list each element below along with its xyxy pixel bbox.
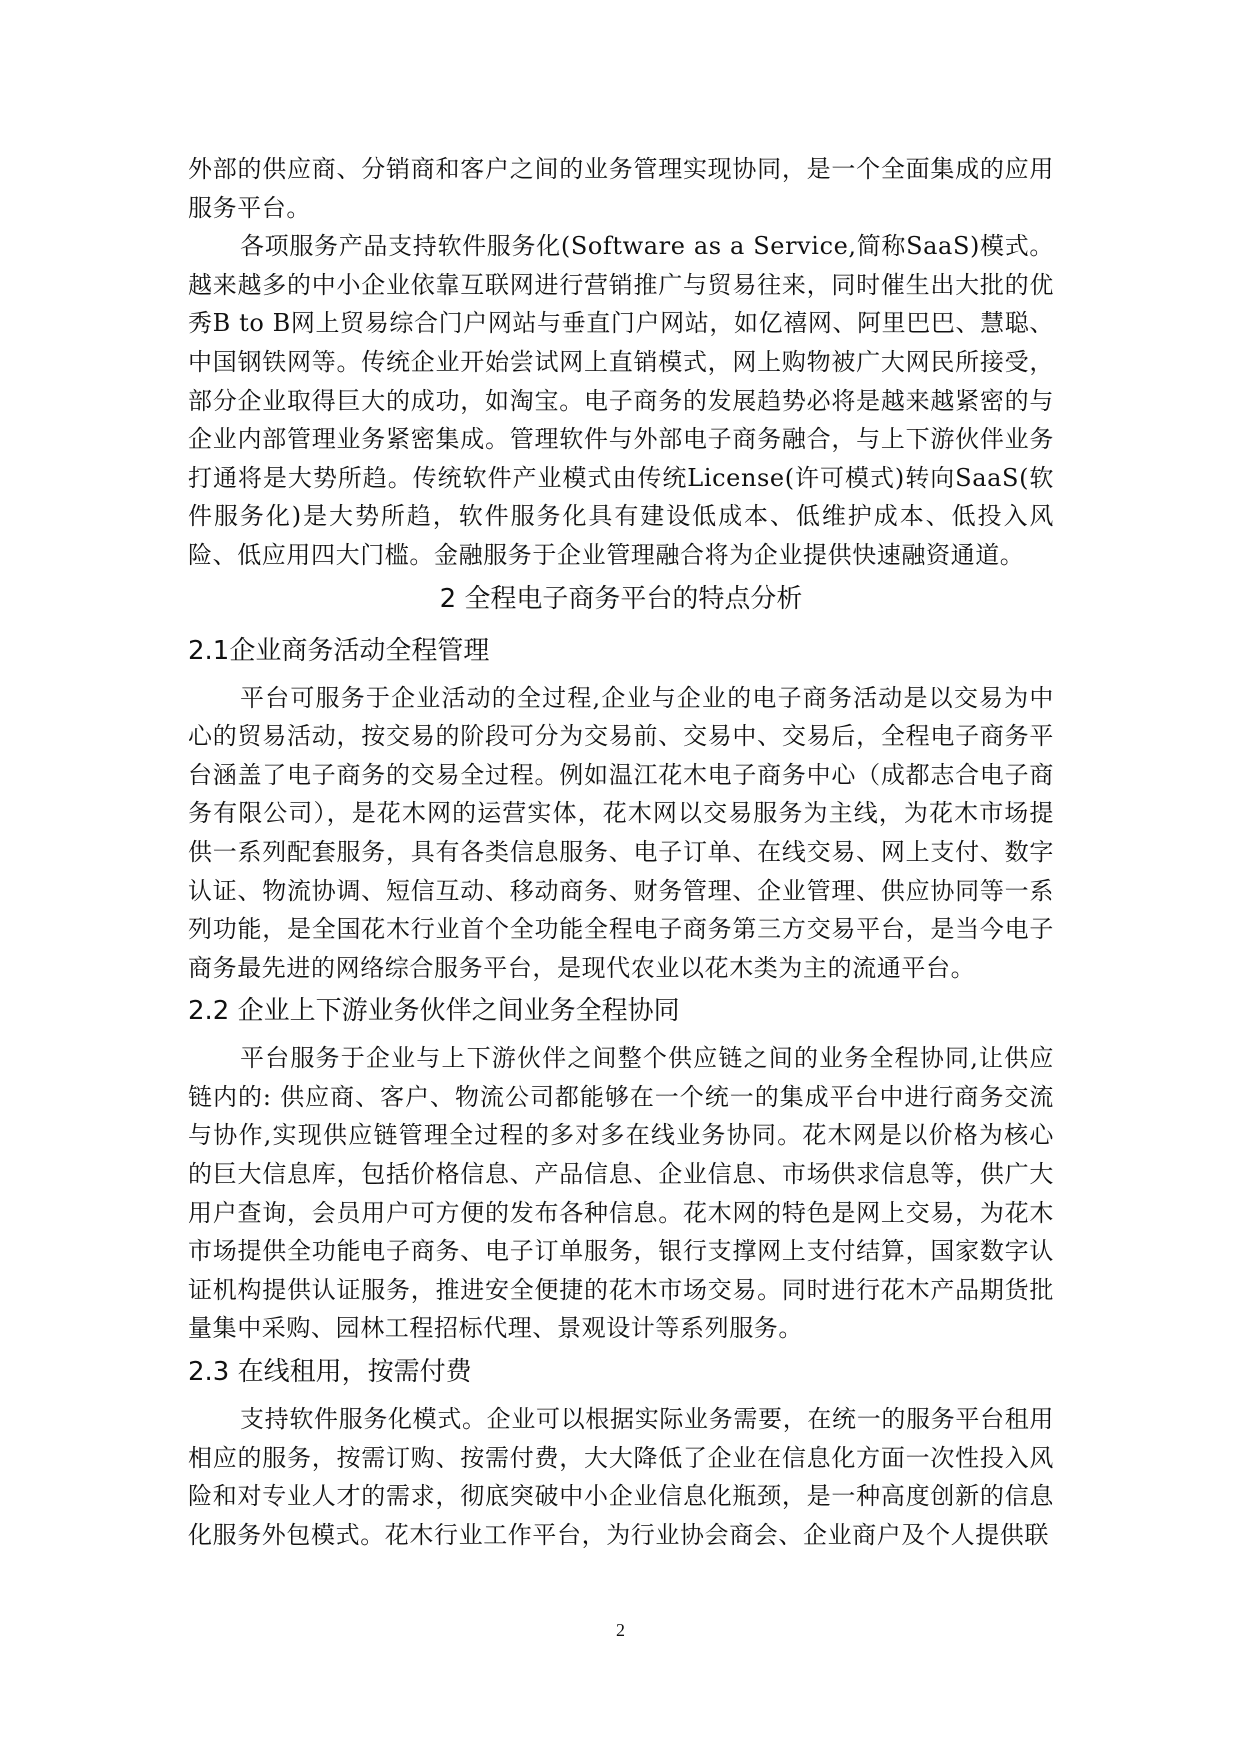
subsection-title-2-1: 2.1企业商务活动全程管理 [188,635,490,666]
subsection-title-2-3: 2.3 在线租用，按需付费 [188,1357,472,1388]
page-number: 2 [616,1620,625,1640]
paragraph-2-1: 平台可服务于企业活动的全过程,企业与企业的电子商务活动是以交易为中心的贸易活动，按交易的阶段可分为交易前、交易中、交易后，全程电子商务平台涵盖了电子商务的交易全过程。例如温江花木电子商务中心（成都志合电子商务有限公司），是花木网的运营实体，花木网以交易服务为主线，为花木市场提供一系列配套服务，具有各类信息服务、电子订单、在线交易、网上支付、数字认证、物流协调、短信互动、移动商务、财务管理、企业管理、供应协同等一系列功能，是全国花木行业首个全功能全程电子商务第三方交易平台，是当今电子商务最先进的网络综合服务平台，是现代农业以花木类为主的流通平台。 [188,683,1054,982]
page-body [188,150,1054,1554]
paragraph-2-3: 支持软件服务化模式。企业可以根据实际业务需要，在统一的服务平台租用相应的服务，按需订购、按需付费，大大降低了企业在信息化方面一次性投入风险和对专业人才的需求，彻底突破中小企业信息化瓶颈，是一种高度创新的信息化服务外包模式。花木行业工作平台，为行业协会商会、企业商户及个人提供联 [188,1405,1054,1549]
subsection-title-2-2: 2.2 企业上下游业务伙伴之间业务全程协同 [188,996,680,1027]
paragraph-2-2: 平台服务于企业与上下游伙伴之间整个供应链之间的业务全程协同,让供应链内的: 供应商、客户、物流公司都能够在一个统一的集成平台中进行商务交流与协作,实现供应链管理全过程的多对多在线业务协同。花木网是以价格为核心的巨大信息库，包括价格信息、产品信息、企业信息、市场供求信息等，供广大用户查询，会员用户可方便的发布各种信息。花木网的特色是网上交易，为花木市场提供全功能电子商务、电子订单服务，银行支撑网上支付结算，国家数字认证机构提供认证服务，推进安全便捷的花木市场交易。同时进行花木产品期货批量集中采购、园林工程招标代理、景观设计等系列服务。 [188,1044,1054,1343]
paragraph-continued: 外部的供应商、分销商和客户之间的业务管理实现协同，是一个全面集成的应用服务平台。 [188,155,1054,222]
paragraph-saas: 各项服务产品支持软件服务化(Software as a Service,简称SaaS)模式。越来越多的中小企业依靠互联网进行营销推广与贸易往来，同时催生出大批的优秀B to B网上贸易综合门户网站与垂直门户网站，如亿禧网、阿里巴巴、慧聪、中国钢铁网等。传统企业开始尝试网上直销模式，网上购物被广大网民所接受，部分企业取得巨大的成功，如淘宝。电子商务的发展趋势必将是越来越紧密的与企业内部管理业务紧密集成。管理软件与外部电子商务融合，与上下游伙伴业务打通将是大势所趋。传统软件产业模式由传统License(许可模式)转向SaaS(软件服务化)是大势所趋，软件服务化具有建设低成本、低维护成本、低投入风险、低应用四大门槛。金融服务于企业管理融合将为企业提供快速融资通道。 [188,232,1054,569]
section-title: 2 全程电子商务平台的特点分析 [439,583,803,614]
